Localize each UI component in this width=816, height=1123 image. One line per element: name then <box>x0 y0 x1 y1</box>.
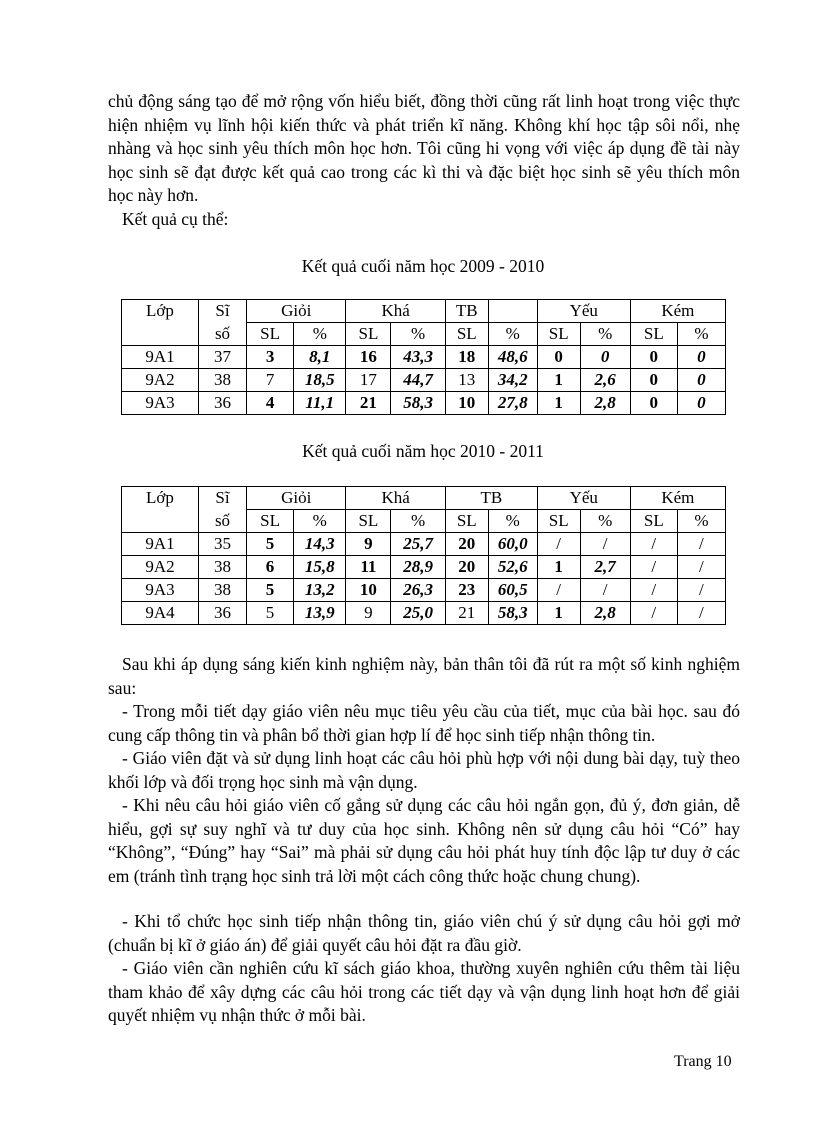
cell-yeu-pct: 0 <box>580 346 630 369</box>
cell-yeu-sl: 1 <box>537 602 580 625</box>
bullet-item: - Khi tổ chức học sinh tiếp nhận thông tin, giáo viên chú ý sử dụng câu hỏi gợi mở (chuẩn bị kĩ ở giáo án) để giải quyết câu hỏi đặt ra đầu giờ. <box>108 911 740 955</box>
cell-kha-sl: 11 <box>346 556 391 579</box>
cell-gioi-pct: 8,1 <box>294 346 346 369</box>
bullet-item: - Giáo viên đặt và sử dụng linh hoạt các câu hỏi phù hợp với nội dung bài dạy, tuỳ theo khối lớp và đối trọng học sinh mà vận dụng. <box>108 748 740 792</box>
cell-kha-sl: 21 <box>346 392 391 415</box>
cell-gioi-pct: 14,3 <box>294 533 346 556</box>
bullet-item: - Khi nêu câu hỏi giáo viên cố gắng sử dụng các câu hỏi ngắn gọn, đủ ý, đơn giản, dễ hiểu, gợi sự suy nghĩ và tư duy của học sinh. Không nên sử dụng câu hỏi “Có” hay “Không”, “Đúng” hay “Sai” mà phải sử dụng câu hỏi phát huy tính độc lập tư duy ở các em (tránh tình trạng học sinh trả lời một cách công thức hoặc chung chung). <box>108 795 740 886</box>
cell-kem-pct: / <box>677 579 725 602</box>
cell-si: 38 <box>198 369 246 392</box>
cell-tb-pct: 60,0 <box>488 533 537 556</box>
cell-kha-sl: 10 <box>346 579 391 602</box>
cell-kem-sl: 0 <box>630 346 677 369</box>
cell-tb-pct: 52,6 <box>488 556 537 579</box>
cell-gioi-pct: 18,5 <box>294 369 346 392</box>
header-sl: SL <box>346 510 391 533</box>
bullet-item: - Giáo viên cần nghiên cứu kĩ sách giáo khoa, thường xuyên nghiên cứu thêm tài liệu tham khảo để xây dựng các câu hỏi trong các tiết dạy và vận dụng linh hoạt hơn để giải quyết nhiệm vụ nhận thức ở mỗi bài. <box>108 958 740 1025</box>
header-sl: SL <box>537 323 580 346</box>
cell-tb-pct: 27,8 <box>488 392 537 415</box>
cell-yeu-pct: / <box>580 533 630 556</box>
header-sl: SL <box>247 510 294 533</box>
cell-gioi-sl: 5 <box>247 533 294 556</box>
cell-tb-sl: 23 <box>445 579 488 602</box>
experience-intro: Sau khi áp dụng sáng kiến kinh nghiệm này, bản thân tôi đã rút ra một số kinh nghiệm sau: <box>108 654 740 698</box>
header-pct: % <box>677 323 725 346</box>
cell-tb-sl: 13 <box>445 369 488 392</box>
cell-si: 36 <box>198 392 246 415</box>
cell-yeu-sl: / <box>537 579 580 602</box>
header-si: Sĩ <box>198 487 246 510</box>
cell-kem-sl: 0 <box>630 369 677 392</box>
cell-kem-sl: / <box>630 602 677 625</box>
cell-si: 38 <box>198 556 246 579</box>
header-pct: % <box>677 510 725 533</box>
cell-kha-pct: 25,7 <box>391 533 446 556</box>
cell-kem-pct: 0 <box>677 346 725 369</box>
header-pct: % <box>488 323 537 346</box>
header-so: số <box>198 323 246 346</box>
cell-si: 37 <box>198 346 246 369</box>
header-kha: Khá <box>346 487 445 510</box>
cell-gioi-sl: 5 <box>247 579 294 602</box>
header-kem: Kém <box>630 487 725 510</box>
header-lop-cont <box>122 323 199 346</box>
header-pct: % <box>391 323 446 346</box>
header-sl: SL <box>537 510 580 533</box>
cell-tb-pct: 58,3 <box>488 602 537 625</box>
header-yeu: Yếu <box>537 487 630 510</box>
header-tb: TB <box>445 300 488 323</box>
cell-tb-sl: 20 <box>445 533 488 556</box>
cell-lop: 9A1 <box>122 533 199 556</box>
header-lop: Lớp <box>122 487 199 510</box>
cell-kem-pct: / <box>677 602 725 625</box>
cell-gioi-sl: 7 <box>247 369 294 392</box>
header-yeu: Yếu <box>537 300 630 323</box>
cell-gioi-sl: 5 <box>247 602 294 625</box>
cell-lop: 9A2 <box>122 556 199 579</box>
table-row <box>122 369 726 392</box>
cell-kha-sl: 9 <box>346 533 391 556</box>
cell-yeu-pct: / <box>580 579 630 602</box>
header-tb: TB <box>445 487 537 510</box>
cell-kha-pct: 44,7 <box>391 369 446 392</box>
header-pct: % <box>488 510 537 533</box>
header-lop-cont <box>122 510 199 533</box>
table-header-row <box>122 300 726 323</box>
cell-yeu-pct: 2,8 <box>580 602 630 625</box>
cell-yeu-pct: 2,6 <box>580 369 630 392</box>
cell-kha-pct: 25,0 <box>391 602 446 625</box>
cell-tb-pct: 34,2 <box>488 369 537 392</box>
header-sl: SL <box>247 323 294 346</box>
cell-lop: 9A1 <box>122 346 199 369</box>
header-lop: Lớp <box>122 300 199 323</box>
table1-caption: Kết quả cuối năm học 2009 - 2010 <box>301 256 545 276</box>
cell-tb-sl: 10 <box>445 392 488 415</box>
header-si: Sĩ <box>198 300 246 323</box>
header-blank <box>488 300 537 323</box>
page-number: Trang 10 <box>674 1053 732 1070</box>
cell-kem-sl: 0 <box>630 392 677 415</box>
cell-kha-sl: 16 <box>346 346 391 369</box>
table-subheader-row <box>122 323 726 346</box>
cell-gioi-pct: 13,2 <box>294 579 346 602</box>
cell-kha-pct: 28,9 <box>391 556 446 579</box>
header-pct: % <box>294 323 346 346</box>
cell-kem-sl: / <box>630 579 677 602</box>
cell-kha-pct: 26,3 <box>391 579 446 602</box>
cell-kha-pct: 43,3 <box>391 346 446 369</box>
table-row <box>122 602 726 625</box>
cell-gioi-pct: 11,1 <box>294 392 346 415</box>
table2-caption: Kết quả cuối năm học 2010 - 2011 <box>302 441 544 461</box>
cell-kem-pct: 0 <box>677 369 725 392</box>
cell-kem-sl: / <box>630 556 677 579</box>
cell-gioi-sl: 4 <box>247 392 294 415</box>
header-pct: % <box>580 323 630 346</box>
header-so: số <box>198 510 246 533</box>
results-table-2009-2010 <box>121 299 726 415</box>
header-sl: SL <box>445 510 488 533</box>
header-kha: Khá <box>346 300 445 323</box>
header-sl: SL <box>630 510 677 533</box>
table-header-row <box>122 487 726 510</box>
cell-gioi-pct: 13,9 <box>294 602 346 625</box>
results-table-2010-2011 <box>121 486 726 625</box>
cell-kem-sl: / <box>630 533 677 556</box>
cell-tb-sl: 20 <box>445 556 488 579</box>
cell-tb-pct: 60,5 <box>488 579 537 602</box>
cell-kem-pct: / <box>677 533 725 556</box>
cell-kha-sl: 9 <box>346 602 391 625</box>
cell-lop: 9A3 <box>122 579 199 602</box>
cell-si: 38 <box>198 579 246 602</box>
header-sl: SL <box>445 323 488 346</box>
header-sl: SL <box>630 323 677 346</box>
cell-kem-pct: 0 <box>677 392 725 415</box>
header-pct: % <box>391 510 446 533</box>
cell-si: 35 <box>198 533 246 556</box>
cell-yeu-sl: 1 <box>537 556 580 579</box>
cell-si: 36 <box>198 602 246 625</box>
cell-yeu-sl: 0 <box>537 346 580 369</box>
cell-kha-pct: 58,3 <box>391 392 446 415</box>
table-row <box>122 533 726 556</box>
cell-tb-pct: 48,6 <box>488 346 537 369</box>
cell-tb-sl: 18 <box>445 346 488 369</box>
intro-paragraph: chủ động sáng tạo để mở rộng vốn hiểu biết, đồng thời cũng rất linh hoạt trong việc thực hiện nhiệm vụ lĩnh hội kiến thức và phát triển kĩ năng. Không khí học tập sôi nổi, nhẹ nhàng và học sinh yêu thích môn học hơn. Tôi cũng hi vọng với việc áp dụng đề tài này học sinh sẽ đạt được kết quả cao trong các kì thi và đặc biệt học sinh sẽ yêu thích môn học này hơn. <box>108 91 740 205</box>
cell-gioi-sl: 3 <box>247 346 294 369</box>
table-row <box>122 579 726 602</box>
table-subheader-row <box>122 510 726 533</box>
table-row <box>122 346 726 369</box>
cell-yeu-sl: 1 <box>537 369 580 392</box>
cell-yeu-pct: 2,7 <box>580 556 630 579</box>
cell-yeu-pct: 2,8 <box>580 392 630 415</box>
cell-gioi-sl: 6 <box>247 556 294 579</box>
table-row <box>122 392 726 415</box>
header-sl: SL <box>346 323 391 346</box>
header-pct: % <box>294 510 346 533</box>
result-label: Kết quả cụ thể: <box>122 209 229 229</box>
cell-yeu-sl: 1 <box>537 392 580 415</box>
table-row <box>122 556 726 579</box>
cell-lop: 9A2 <box>122 369 199 392</box>
header-gioi: Giỏi <box>247 300 346 323</box>
cell-kem-pct: / <box>677 556 725 579</box>
header-gioi: Giỏi <box>247 487 346 510</box>
header-kem: Kém <box>630 300 725 323</box>
cell-kha-sl: 17 <box>346 369 391 392</box>
cell-lop: 9A4 <box>122 602 199 625</box>
bullet-item: - Trong mỗi tiết dạy giáo viên nêu mục tiêu yêu cầu của tiết, mục của bài học. sau đó cung cấp thông tin và phân bổ thời gian hợp lí để học sinh tiếp nhận thông tin. <box>108 701 740 745</box>
cell-tb-sl: 21 <box>445 602 488 625</box>
cell-lop: 9A3 <box>122 392 199 415</box>
header-pct: % <box>580 510 630 533</box>
cell-gioi-pct: 15,8 <box>294 556 346 579</box>
cell-yeu-sl: / <box>537 533 580 556</box>
